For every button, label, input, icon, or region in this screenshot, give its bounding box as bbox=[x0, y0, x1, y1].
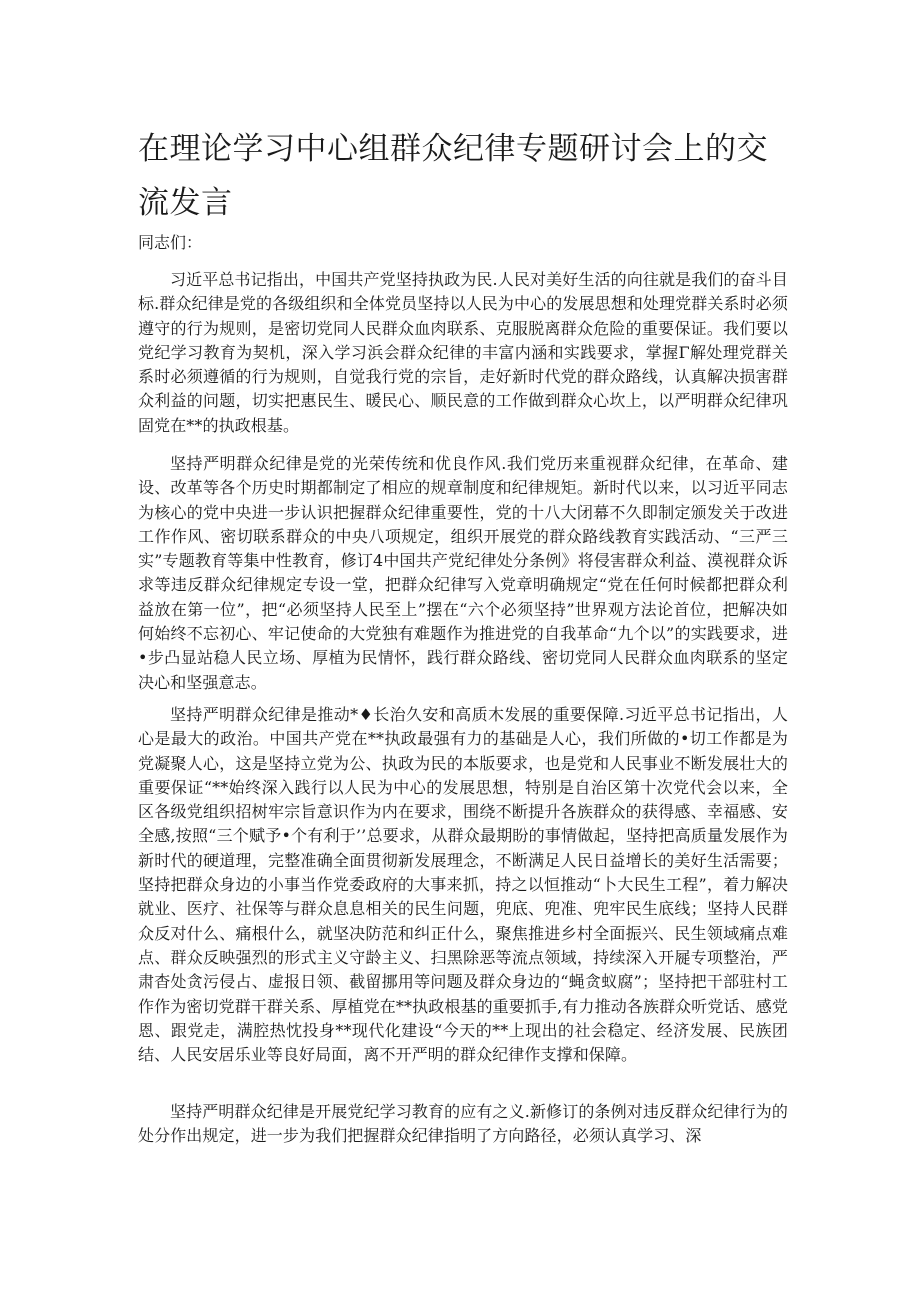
paragraph-3: 坚持严明群众纪律是推动*♦长治久安和高质木发展的重要保障.习近平总书记指出，人心是最大的政治。中国共产党在**执政最强有力的基础是人心，我们所做的•切工作都是为党凝聚人心，这是坚持立党为公、执政为民的本版要求，也是党和人民事业不断发展壮大的重要保证“**始终深入践行以人民为中心的发展思想，特别是自治区第十次党代会以来，全区各级党组织招树牢宗旨意识作为内在要求，围绕不断提升各族群众的获得感、幸福感、安全感,按照“三个赋予•个有利于’’总要求，从群众最期盼的事情做起，坚持把高质量发展作为新时代的硬道理，完整准确全面贯彻新发展理念，不断满足人民日益增长的美好生活需要；坚持把群众身边的小事当作党委政府的大事来抓，持之以恒推动“卜大民生工程”，着力解决就业、医疗、社保等与群众息息相关的民生问题，兜底、兜准、兜牢民生底线；坚持人民群众反对什么、痛根什么，就坚决防范和纠正什么，聚焦推进乡村全面振兴、民生领域痛点难点、群众反映强烈的形式主义守龄主义、扫黑除恶等流点领域，持续深入开屣专项整治，严肃杳处贪污侵占、虚报日领、截留挪用等问题及群众身边的“蝇贪蚁腐”；坚持把干部驻村工作作为密切党群干群关系、厚植党在**执政根基的重要抓手,有力推动各族群众听党话、感党恩、跟党走，满腔热忱投身**现代化建设“今天的**上现出的社会稳定、经济发展、民族团结、人民安居乐业等良好局面，离不开严明的群众纪律作支撑和保障。 bbox=[138, 705, 788, 1065]
document-title: 在理论学习中心组群众纪律专题研讨会上的交流发言 bbox=[138, 131, 768, 221]
greeting: 同志们： bbox=[138, 233, 203, 252]
paragraph-4: 坚持严明群众纪律是开展党纪学习教育的应有之义.新修订的条例对违反群众纪律行为的处分作出规定，进一步为我们把握群众纪律指明了方向路径，必须认真学习、深 bbox=[138, 1102, 788, 1146]
paragraph-1: 习近平总书记指出，中国共产党坚持执政为民.人民对美好生活的向往就是我们的奋斗目标.群众纪律是党的各级组织和全体党员坚持以人民为中心的发展思想和处理党群关系时必须遵守的行为规则，是密切党同人民群众血肉联系、克服脱离群众危险的重要保证。我们要以党纪学习教育为契机，深入学习浜会群众纪律的丰富内涵和实践要求，掌握Γ解处理党群关系时必须遵循的行为规则，自觉我行党的宗旨，走好新时代党的群众路线，认真解决损害群众利益的问题，切实把惠民生、暖民心、顺民意的工作做到群众心坎上，以严明群众纪律巩固党在**的执政根基。 bbox=[138, 270, 788, 435]
paragraph-2: 坚持严明群众纪律是党的光荣传统和优良作风.我们党历来重视群众纪律，在革命、建设、改革等各个历史时期都制定了相应的规章制度和纪律规矩。新时代以来，以习近平同志为核心的党中央进一步认识把握群众纪律重要性，党的十八大闭幕不久即制定颁发关于改进工作作风、密切联系群众的中央八项规定，组织开展党的群众路线教育实践活动、“三严三实”专题教育等集中性教育，修订4中国共产党纪律处分条例》将侵害群众利益、漠视群众诉求等违反群众纪律规定专设一堂，把群众纪律写入党章明确规定“党在任何时候都把群众利益放在第一位”，把“必须坚持人民至上”摆在“六个必须坚持”世界观方法论首位，把解决如何始终不忘初心、牢记使命的大党独有难题作为推进党的自我革命“九个以”的实践要求，进•步凸显站稳人民立场、厚植为民情怀，践行群众路线、密切党同人民群众血肉联系的坚定决心和坚强意志。 bbox=[138, 454, 788, 692]
